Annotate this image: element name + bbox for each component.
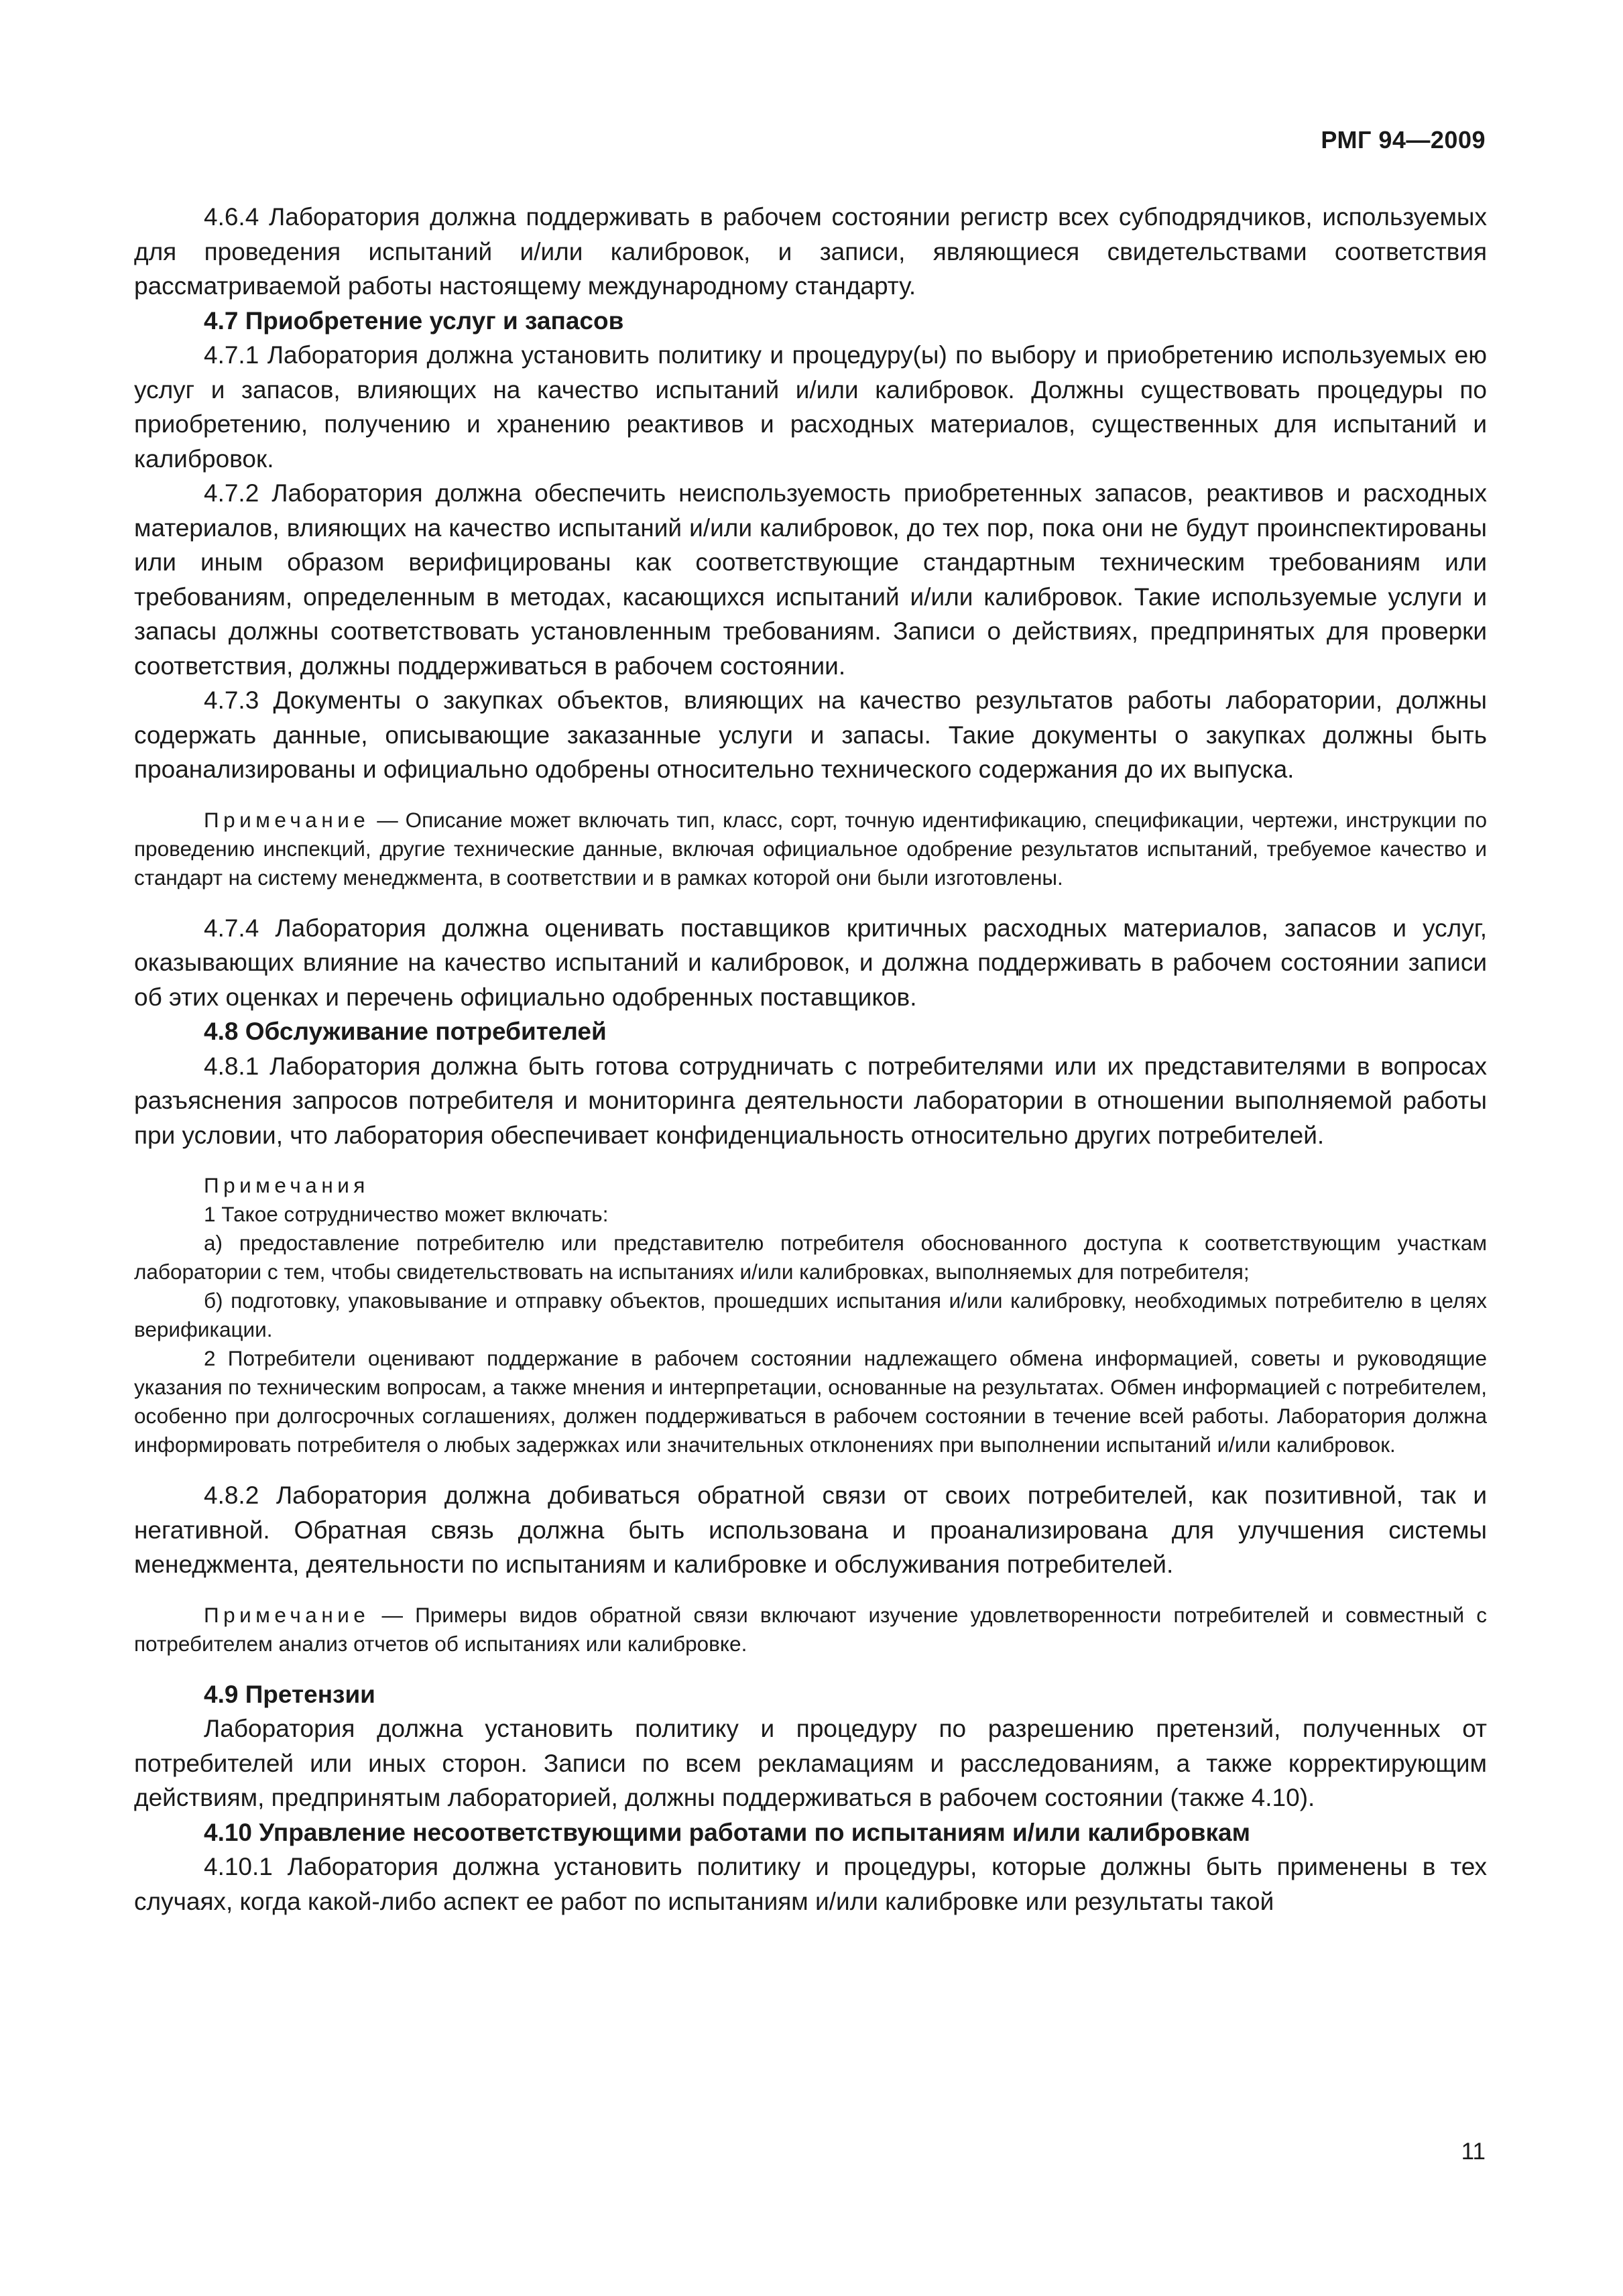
notes-label: Примечания <box>204 1173 369 1197</box>
paragraph-4-7-1: 4.7.1 Лаборатория должна установить политику и процедуру(ы) по выбору и приобретению используемых ею услуг и запасов, влияющих на качество испытаний и/или калибровок. Должны существовать процедуры по приобретению, получению и хранению реактивов и расходных материалов, существенных для испытаний и калибровок. <box>134 341 1487 473</box>
note-text: — Описание может включать тип, класс, сорт, точную идентификацию, спецификации, чертежи, инструкции по проведению инспекций, другие технические данные, включая официальное одобрение результатов испытаний, требуемое качество и стандарт на систему менеджмента, в соответствии и в рамках которой они были изготовлены. <box>134 807 1487 890</box>
note-item-1: 1 Такое сотрудничество может включать: <box>204 1202 609 1226</box>
paragraph-4-7-4: 4.7.4 Лаборатория должна оценивать поставщиков критичных расходных материалов, запасов и услуг, оказывающих влияние на качество испытаний и калибровок, и должна поддерживать в рабочем состоянии записи об этих оценках и перечень официально одобренных поставщиков. <box>134 914 1487 1011</box>
page-body <box>134 200 1487 1919</box>
note-item-2: 2 Потребители оценивают поддержание в рабочем состоянии надлежащего обмена информацией, советы и руководящие указания по техническим вопросам, а также мнения и интерпретации, основанные на результатах. Обмен информацией с потребителем, особенно при долгосрочных соглашениях, должен поддерживаться в рабочем состоянии в течение всей работы. Лаборатория должна информировать потребителя о любых задержках или значительных отклонениях при выполнении испытаний и/или калибровок. <box>134 1346 1487 1457</box>
notes-4-8-1 <box>134 1171 1487 1459</box>
document-code-header: РМГ 94—2009 <box>1321 126 1486 154</box>
paragraph-4-8-1: 4.8.1 Лаборатория должна быть готова сотрудничать с потребителями или их представителями в вопросах разъяснения запросов потребителя и мониторинга деятельности лаборатории в отношении выполняемой работы при условии, что лаборатория обеспечивает конфиденциальность относительно других потребителей. <box>134 1052 1487 1149</box>
note-text: — Примеры видов обратной связи включают изучение удовлетворенности потребителей и совместный с потребителем анализ отчетов об испытаниях или калибровке. <box>134 1602 1487 1656</box>
note-label: Примечание <box>204 807 370 832</box>
paragraph-4-6-4: 4.6.4 Лаборатория должна поддерживать в рабочем состоянии регистр всех субподрядчиков, используемых для проведения испытаний и/или калибровок, и записи, являющиеся свидетельствами соответствия рассматриваемой работы настоящему международному стандарту. <box>134 203 1487 300</box>
heading-4-8: 4.8 Обслуживание потребителей <box>204 1018 607 1045</box>
note-item-1b: б) подготовку, упаковывание и отправку объектов, прошедших испытания и/или калибровку, необходимых потребителю в целях верификации. <box>134 1288 1487 1341</box>
heading-4-7: 4.7 Приобретение услуг и запасов <box>204 306 624 335</box>
paragraph-4-7-3: 4.7.3 Документы о закупках объектов, влияющих на качество результатов работы лаборатории, должны содержать данные, описывающие заказанные услуги и запасы. Такие документы о закупках должны быть проанализированы и официально одобрены относительно технического содержания до их выпуска. <box>134 686 1487 783</box>
note-item-1a: а) предоставление потребителю или представителю потребителя обоснованного доступа к соответствующим участкам лаборатории с тем, чтобы свидетельствовать на испытаниях и/или калибровках, выполняемых для потребителя; <box>134 1231 1487 1284</box>
paragraph-4-10-1: 4.10.1 Лаборатория должна установить политику и процедуры, которые должны быть применены в тех случаях, когда какой-либо аспект ее работ по испытаниям и/или калибровке или результаты такой <box>134 1853 1487 1915</box>
paragraph-4-8-2: 4.8.2 Лаборатория должна добиваться обратной связи от своих потребителей, как позитивной, так и негативной. Обратная связь должна быть использована и проанализирована для улучшения системы менеджмента, деятельности по испытаниям и калибровке и обслуживания потребителей. <box>134 1482 1487 1578</box>
note-4-7-3 <box>134 806 1487 892</box>
heading-4-9: 4.9 Претензии <box>204 1680 375 1708</box>
paragraph-4-9: Лаборатория должна установить политику и процедуру по разрешению претензий, полученных от потребителей или иных сторон. Записи по всем рекламациям и расследованиям, а также корректирующим действиям, предпринятым лабораторией, должны поддерживаться в рабочем состоянии (также 4.10). <box>134 1715 1487 1811</box>
heading-4-10: 4.10 Управление несоответствующими работами по испытаниям и/или калибровкам <box>204 1818 1250 1846</box>
page-number: 11 <box>1461 2138 1486 2165</box>
note-label: Примечание <box>204 1602 370 1627</box>
note-4-8-2 <box>134 1601 1487 1658</box>
paragraph-4-7-2: 4.7.2 Лаборатория должна обеспечить неиспользуемость приобретенных запасов, реактивов и расходных материалов, влияющих на качество испытаний и/или калибровок, до тех пор, пока они не будут проинспектированы или иным образом верифицированы как соответствующие стандартным техническим требованиям или требованиям, определенным в методах, касающихся испытаний и/или калибровок. Такие используемые услуги и запасы должны соответствовать установленным требованиям. Записи о действиях, предпринятых для проверки соответствия, должны поддерживаться в рабочем состоянии. <box>134 479 1487 680</box>
